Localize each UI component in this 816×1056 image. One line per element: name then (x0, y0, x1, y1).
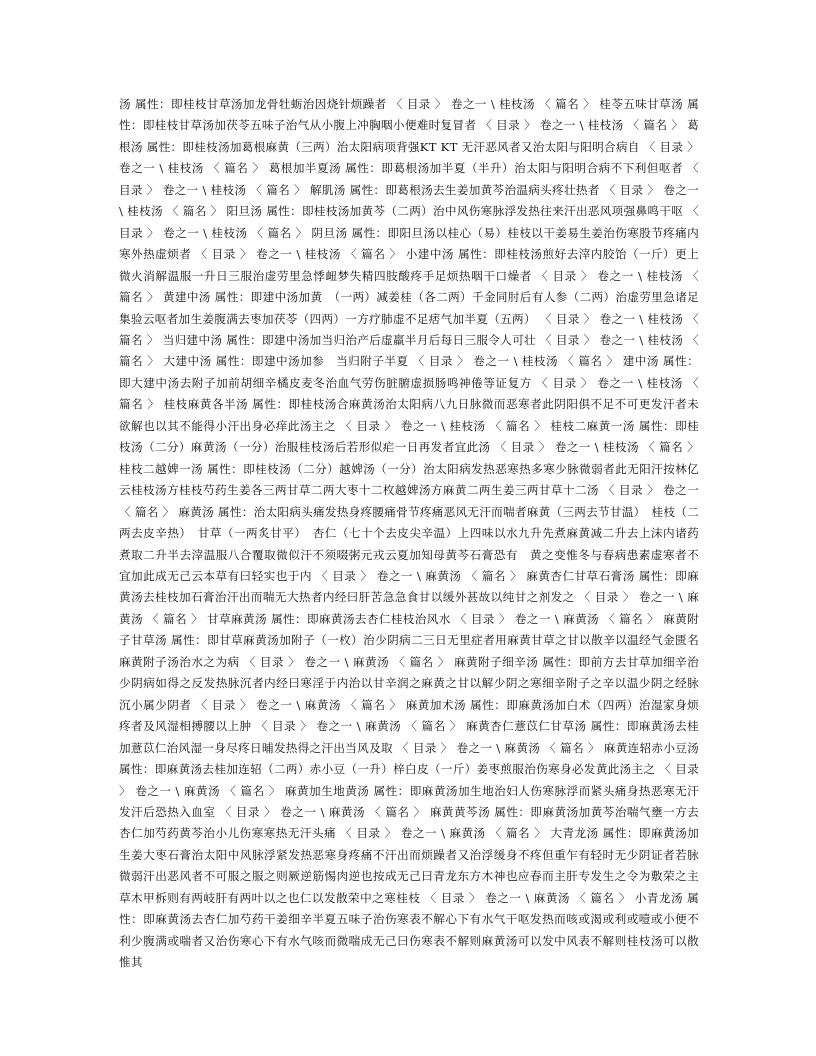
body-paragraph: 汤 属性：即桂枝甘草汤加龙骨牡蛎治因烧针烦躁者 〈 目录 〉 卷之一 \ 桂枝汤 〈 篇名 〉 桂苓五味甘草汤 属性：即桂枝甘草汤加茯苓五味子治气从小腹上冲胸咽小便难时复冒者 〈 目录 〉 卷之一 \ 桂枝汤 〈 篇名 〉 葛根汤 属性：即桂枝汤加葛根麻黄（三两）治太阳病项背强KT KT 无汗恶风者又治太阳与阳明合病自 〈 目录 〉 卷之一 \ 桂枝汤 〈 篇名 〉 葛根加半夏汤 属性：即葛根汤加半夏（半升）治太阳与阳明合病不下利但呕者 〈 目录 〉 卷之一 \ 桂枝汤 〈 篇名 〉 解肌汤 属性：即葛根汤去生姜加黄芩治温病头疼壮热者 〈 目录 〉 卷之一 \ 桂枝汤 〈 篇名 〉 阳旦汤 属性：即桂枝汤加黄芩（二两）治中风伤寒脉浮发热往来汗出恶风项强鼻鸣干呕 〈 目录 〉 卷之一 \ 桂枝汤 〈 篇名 〉 阴旦汤 属性：即阳旦汤以桂心（易）桂枝以干姜易生姜治伤寒股节疼痛内寒外热虚烦者 〈 目录 〉 卷之一 \ 桂枝汤 〈 篇名 〉 小建中汤 属性：即桂枝汤煎好去滓内胶饴（一斤）更上微火消解温服一升日三服治虚劳里急悸衄梦失精四肢酸疼手足烦热咽干口燥者 〈 目录 〉 卷之一 \ 桂枝汤 〈 篇名 〉 黄建中汤 属性：即建中汤加黄 （一两）减姜桂（各二两）千金同肘后有人参（二两）治虚劳里急诸足集验云呕者加生姜腹满去枣加茯苓（四两）一方疗肺虚不足痞气加半夏（五两） 〈 目录 〉 卷之一 \ 桂枝汤 〈 篇名 〉 当归建中汤 属性：即建中汤加当归治产后虚羸半月后每日三服令人可壮 〈 目录 〉 卷之一 \ 桂枝汤 〈 篇名 〉 大建中汤 属性：即建中汤加参 当归附子半夏 〈 目录 〉 卷之一 \ 桂枝汤 〈 篇名 〉 建中汤 属性：即大建中汤去附子加前胡细辛橘皮麦冬治血气劳伤脏腑虚损肠鸣神倦等证复方 〈 目录 〉 卷之一 \ 桂枝汤 〈 篇名 〉 桂枝麻黄各半汤 属性：即桂枝汤合麻黄汤治太阳病八九日脉微而恶寒者此阴阳俱不足不可更发汗者未欲解也以其不能得小汗出身必痒此汤主之 〈 目录 〉 卷之一 \ 桂枝汤 〈 篇名 〉 桂枝二麻黄一汤 属性：即桂枝汤（二分）麻黄汤（一分）治服桂枝汤后若形似疟一日再发者宜此汤 〈 目录 〉 卷之一 \ 桂枝汤 〈 篇名 〉 桂枝二越婢一汤 属性：即桂枝汤（二分）越婢汤（一分）治太阳病发热恶寒热多寒少脉微弱者此无阳汗按林亿云桂枝汤方桂枝芍药生姜各三两甘草二两大枣十二枚越婢汤方麻黄二两生姜三两甘草十二汤 〈 目录 〉 卷之一 〈 篇名 〉 麻黄汤 属性：治太阳病头痛发热身疼腰痛骨节疼痛恶风无汗而喘者麻黄（三两去节甘温） 桂枝（二两去皮辛热） 甘草（一两炙甘平） 杏仁（七十个去皮尖辛温）上四味以水九升先煮麻黄减二升去上沫内诸药煮取二升半去滓温服八合覆取微似汗不须啜粥元戎云夏加知母黄芩石膏恐有 黄之变惟冬与春病患素虚寒者不宜加此成无己云本草有曰轻实也于内 〈 目录 〉 卷之一 \ 麻黄汤 〈 篇名 〉 麻黄杏仁甘草石膏汤 属性：即麻黄汤去桂枝加石膏治汗出而喘无大热者内经曰肝苦急急食甘以缓外甚故以纯甘之剂发之 〈 目录 〉 卷之一 \ 麻黄汤 〈 篇名 〉 甘草麻黄汤 属性：即麻黄汤去杏仁桂枝治风水 〈 目录 〉 卷之一 \ 麻黄汤 〈 篇名 〉 麻黄附子甘草汤 属性：即甘草麻黄汤加附子（一枚）治少阴病二三日无里症者用麻黄甘草之甘以散辛以温经气金匮名麻黄附子汤治水之为病 〈 目录 〉 卷之一 \ 麻黄汤 〈 篇名 〉 麻黄附子细辛汤 属性：即前方去甘草加细辛治少阴病如得之反发热脉沉者内经曰寒淫于内治以甘辛润之麻黄之甘以解少阴之寒细辛附子之辛以温少阴之经脉沉小属少阴者 〈 目录 〉 卷之一 \ 麻黄汤 〈 篇名 〉 麻黄加术汤 属性：即麻黄汤加白术（四两）治湿家身烦疼者及风湿相搏腰以上肿 〈 目录 〉 卷之一 \ 麻黄汤 〈 篇名 〉 麻黄杏仁薏苡仁甘草汤 属性：即麻黄汤去桂加薏苡仁治风湿一身尽疼日晡发热得之汗出当风及取 〈 目录 〉 卷之一 \ 麻黄汤 〈 篇名 〉 麻黄连轺赤小豆汤 属性：即麻黄汤去桂加连轺（二两）赤小豆（一升）梓白皮（一斤）姜枣煎服治伤寒身必发黄此汤主之 〈 目录 〉 卷之一 \ 麻黄汤 〈 篇名 〉 麻黄加生地黄汤 属性：即麻黄汤加生地治妇人伤寒脉浮而紧头痛身热恶寒无汗发汗后恐热入血室 〈 目录 〉 卷之一 \ 麻黄汤 〈 篇名 〉 麻黄黄芩汤 属性：即麻黄汤加黄芩治喘气壅一方去杏仁加芍药黄芩治小儿伤寒寒热无汗头痛 〈 目录 〉 卷之一 \ 麻黄汤 〈 篇名 〉 大青龙汤 属性：即麻黄汤加生姜大枣石膏治太阳中风脉浮紧发热恶寒身疼痛不汗出而烦躁者又治浮缓身不疼但重乍有轻时无少阴证者若脉微弱汗出恶风者不可服之服之则厥逆筋惕肉逆也按成无己曰青龙东方木神也应春而主肝专发生之令为敷荣之主草木甲柝则有两岐肝有两叶以之也仁以发散荣中之寒桂枝 〈 目录 〉 卷之一 \ 麻黄汤 〈 篇名 〉 小青龙汤 属性：即麻黄汤去杏仁加芍药干姜细辛半夏五味子治伤寒表不解心下有水气干呕发热而咳或渴或利或噎或小便不利少腹满或喘者又治伤寒心下有水气咳而微喘成无己曰伤寒表不解则麻黄汤可以发中风表不解则桂枝汤可以散惟其 (119, 97, 699, 970)
document-page (119, 94, 699, 984)
